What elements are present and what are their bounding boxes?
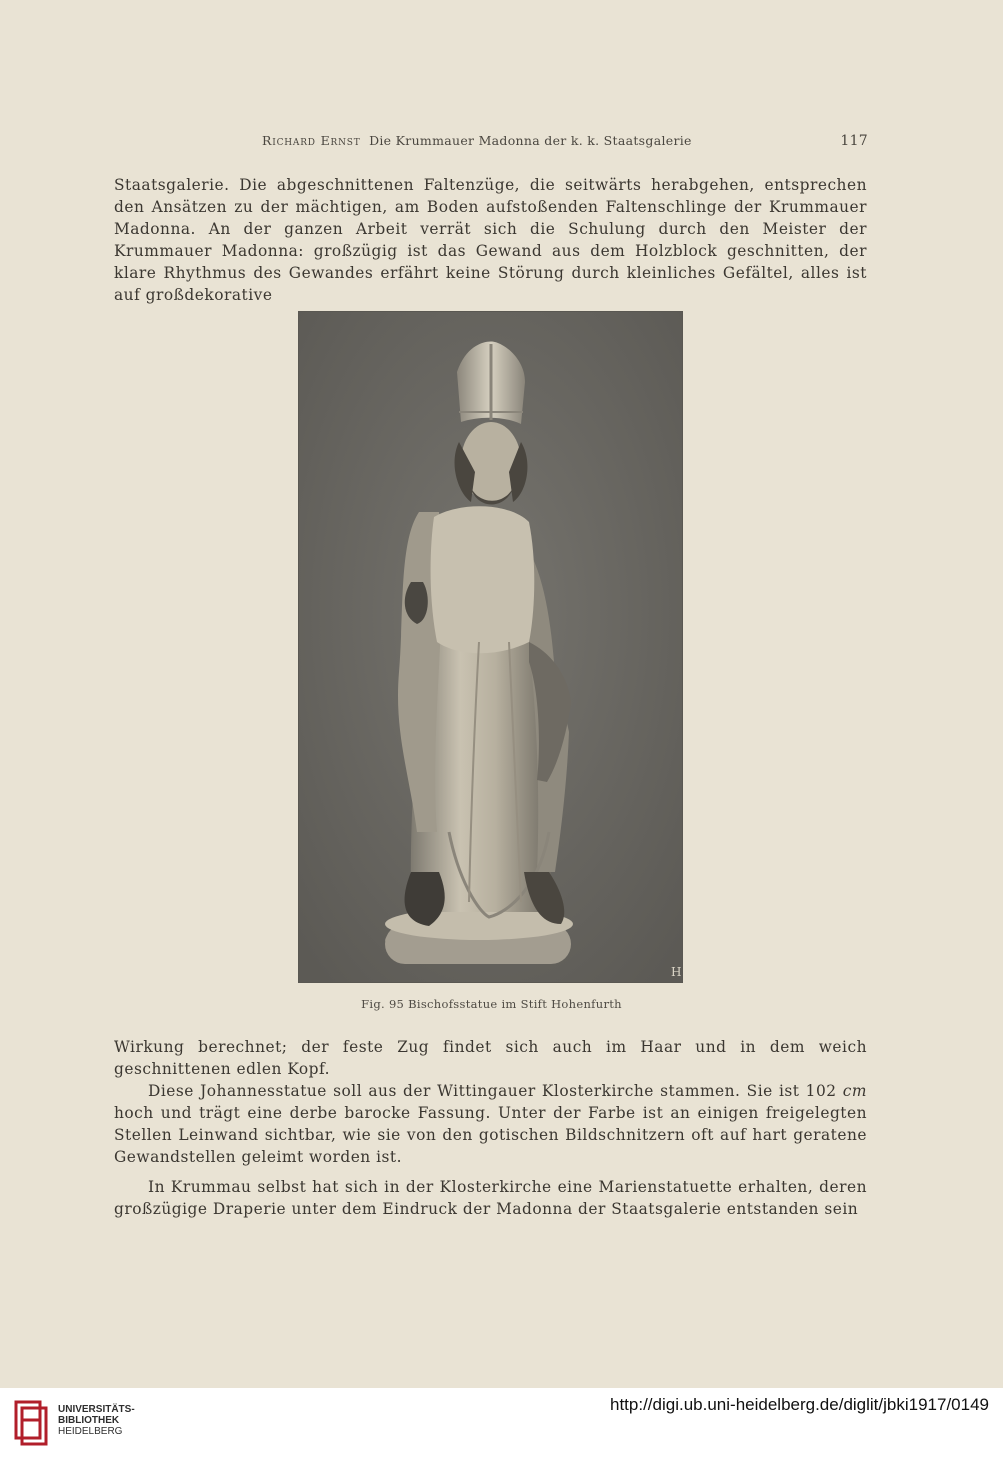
library-name[interactable] — [58, 1404, 135, 1437]
paragraph-1: Staatsgalerie. Die abgeschnittenen Faltenzüge, die seitwärts herabgehen, entsprechen den Ansätzen zu der mächtigen, am Boden aufstoßenden Faltenschlinge der Krummauer Madonna. An der ganzen Arbeit verrät sich die Schulung durch den Meister der Krummauer Madonna: großzügig ist das Gewand aus dem Holzblock geschnitten, der klare Rhythmus des Gewandes erfährt keine Störung durch kleinliches Gefältel, alles ist auf großdekorative — [114, 176, 867, 304]
paragraph-3 — [114, 1080, 867, 1168]
library-name-line-2: BIBLIOTHEK — [58, 1415, 120, 1426]
library-logo-icon — [10, 1398, 50, 1448]
page-number: 117 — [840, 133, 868, 149]
paragraph-2: Wirkung berechnet; der feste Zug findet sich auch im Haar und in dem weich geschnittenen edlen Kopf. — [114, 1038, 867, 1078]
paragraph-4: In Krummau selbst hat sich in der Klosterkirche eine Marienstatuette erhalten, deren großzügige Draperie unter dem Eindruck der Madonna der Staatsgalerie entstanden sein — [114, 1178, 867, 1218]
figure-caption: Fig. 95 Bischofsstatue im Stift Hohenfurth — [361, 997, 622, 1011]
source-url-link[interactable]: http://digi.ub.uni-heidelberg.de/diglit/jbki1917/0149 — [610, 1395, 989, 1414]
paragraph-3-unit: cm — [842, 1082, 867, 1100]
plate-monogram: H — [671, 965, 682, 979]
paragraph-3-part-2: hoch und trägt eine derbe barocke Fassung. Unter der Farbe ist an einigen freigelegten Stellen Leinwand sichtbar, wie sie von den gotischen Bildschnitzern oft auf hart geratene Gewandstellen geleimt worden ist. — [114, 1104, 867, 1166]
library-name-line-3: HEIDELBERG — [58, 1426, 123, 1437]
figure-plate — [298, 311, 683, 983]
running-head — [262, 133, 868, 148]
running-head-title: Die Krummauer Madonna der k. k. Staatsgalerie — [369, 133, 692, 148]
library-name-line-1: UNIVERSITÄTS- — [58, 1404, 135, 1415]
paragraph-3-part-1: Diese Johannesstatue soll aus der Wittingauer Klosterkirche stammen. Sie ist 102 — [148, 1082, 843, 1100]
bishop-statue-photo — [299, 312, 682, 982]
running-head-author: Richard Ernst — [262, 133, 361, 148]
